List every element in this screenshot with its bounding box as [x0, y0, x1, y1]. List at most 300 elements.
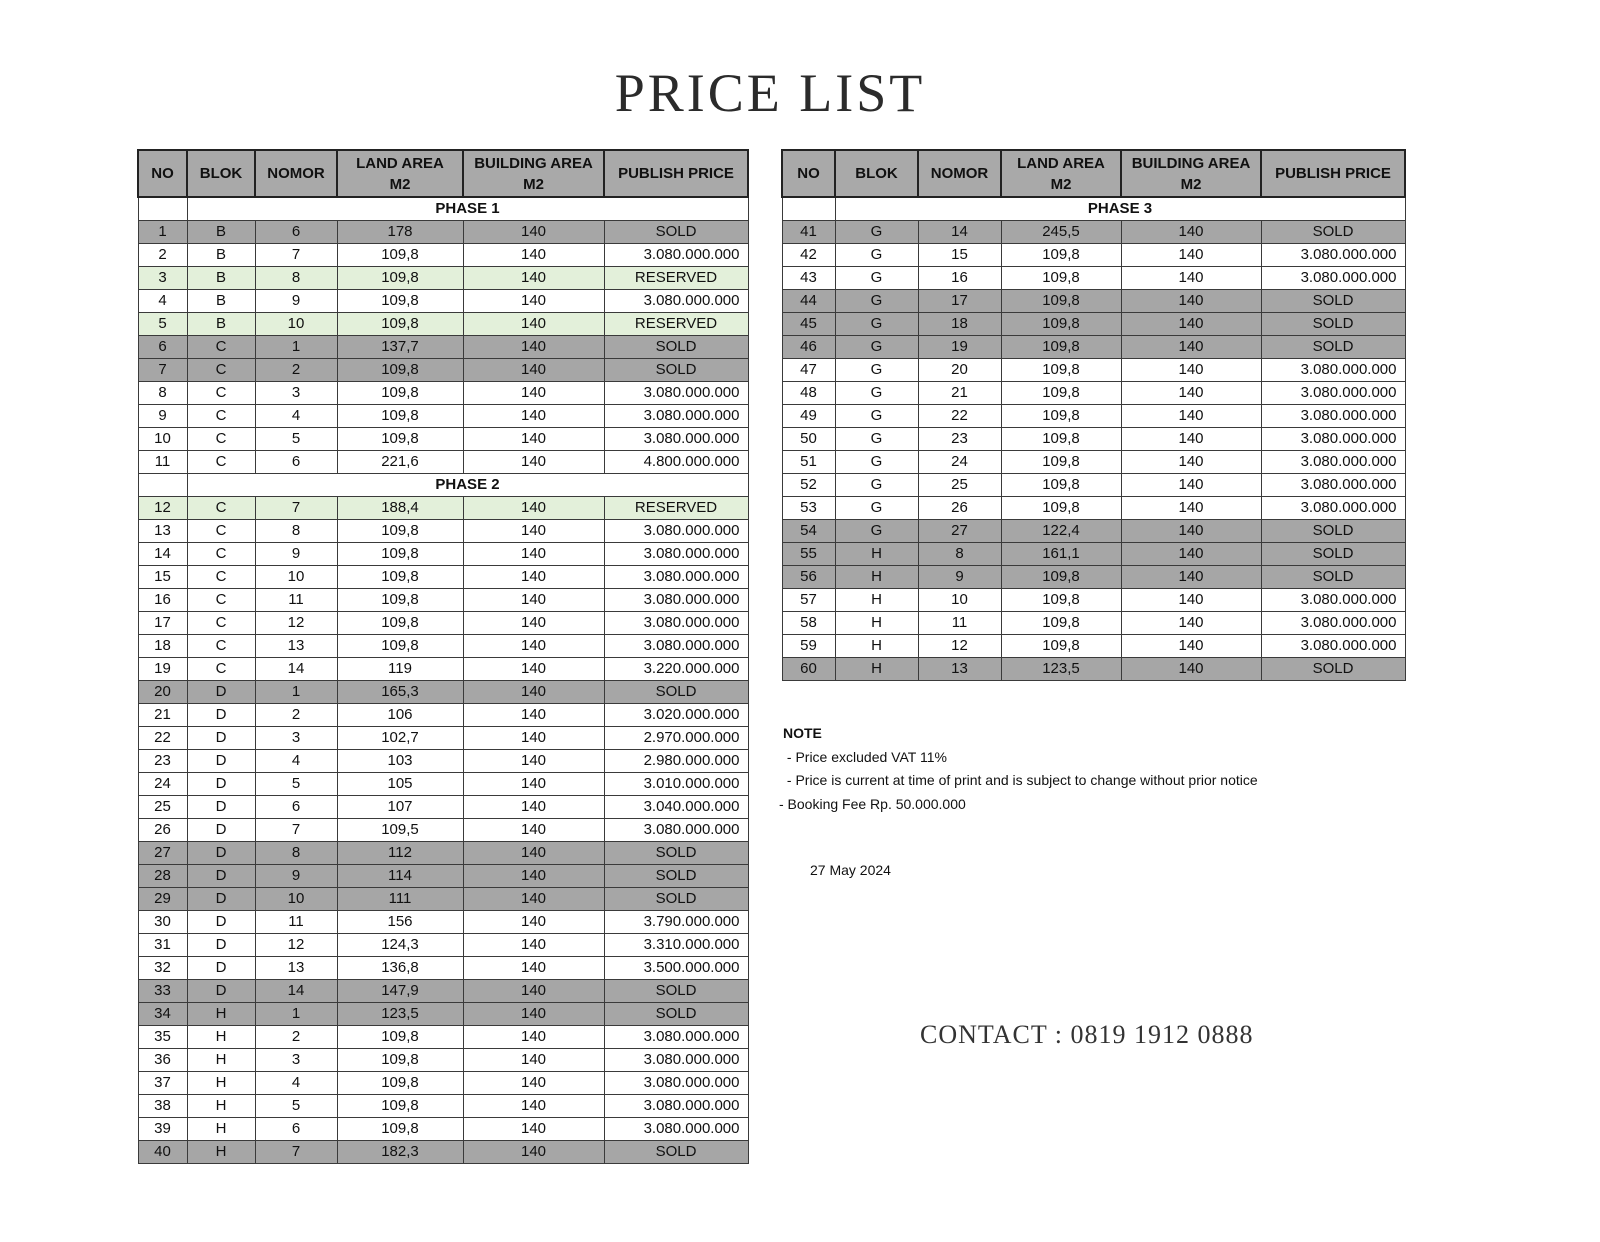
cell-publish-price: SOLD: [1261, 336, 1405, 359]
cell-no: 51: [782, 451, 835, 474]
cell-publish-price: SOLD: [604, 865, 748, 888]
cell-blok: H: [187, 1118, 255, 1141]
cell-building-area: 140: [1121, 543, 1261, 566]
cell-blok: B: [187, 267, 255, 290]
cell-building-area: 140: [463, 773, 604, 796]
cell-no: 37: [138, 1072, 187, 1095]
cell-nomor: 11: [255, 589, 337, 612]
cell-publish-price: 3.080.000.000: [1261, 497, 1405, 520]
cell-nomor: 9: [918, 566, 1001, 589]
cell-no: 19: [138, 658, 187, 681]
cell-land-area: 109,8: [1001, 382, 1121, 405]
table-body-right: [782, 197, 1405, 681]
table-row: [782, 658, 1405, 681]
cell-no: 8: [138, 382, 187, 405]
cell-building-area: 140: [1121, 635, 1261, 658]
cell-building-area: 140: [1121, 290, 1261, 313]
table-row: [138, 244, 748, 267]
cell-no: 58: [782, 612, 835, 635]
cell-blok: G: [835, 336, 918, 359]
col-header-blok: BLOK: [835, 150, 918, 197]
cell-blok: C: [187, 359, 255, 382]
table-row: [782, 405, 1405, 428]
cell-blok: D: [187, 796, 255, 819]
table-row: [138, 543, 748, 566]
cell-publish-price: 3.220.000.000: [604, 658, 748, 681]
cell-nomor: 4: [255, 750, 337, 773]
cell-publish-price: SOLD: [1261, 290, 1405, 313]
cell-building-area: 140: [463, 658, 604, 681]
table-row: [138, 635, 748, 658]
cell-blok: D: [187, 842, 255, 865]
cell-blok: D: [187, 750, 255, 773]
cell-land-area: 107: [337, 796, 463, 819]
cell-nomor: 2: [255, 704, 337, 727]
cell-land-area: 109,8: [337, 1095, 463, 1118]
cell-nomor: 14: [255, 658, 337, 681]
cell-no: 3: [138, 267, 187, 290]
contact-info: CONTACT : 0819 1912 0888: [920, 1020, 1254, 1049]
cell-publish-price: 3.080.000.000: [604, 589, 748, 612]
print-date: 27 May 2024: [810, 862, 891, 878]
cell-nomor: 14: [255, 980, 337, 1003]
table-row: [782, 336, 1405, 359]
cell-nomor: 1: [255, 336, 337, 359]
table-row: [782, 359, 1405, 382]
cell-nomor: 5: [255, 1095, 337, 1118]
cell-publish-price: 3.020.000.000: [604, 704, 748, 727]
cell-blok: G: [835, 382, 918, 405]
table-row: [138, 428, 748, 451]
cell-land-area: 109,8: [337, 635, 463, 658]
col-header-building-area: [463, 150, 604, 197]
cell-blok: C: [187, 566, 255, 589]
cell-publish-price: 2.980.000.000: [604, 750, 748, 773]
cell-nomor: 3: [255, 1049, 337, 1072]
table-row: [782, 382, 1405, 405]
cell-nomor: 4: [255, 1072, 337, 1095]
cell-land-area: 188,4: [337, 497, 463, 520]
cell-blok: G: [835, 428, 918, 451]
cell-blok: G: [835, 474, 918, 497]
cell-blok: C: [187, 658, 255, 681]
cell-no: 43: [782, 267, 835, 290]
cell-building-area: 140: [1121, 267, 1261, 290]
cell-blok: C: [187, 520, 255, 543]
table-row: [138, 1003, 748, 1026]
cell-nomor: 8: [255, 842, 337, 865]
cell-publish-price: 3.080.000.000: [1261, 359, 1405, 382]
cell-building-area: 140: [463, 1095, 604, 1118]
col-header-building-area-line1: BUILDING AREA: [1131, 154, 1251, 172]
col-header-land-area: [1001, 150, 1121, 197]
cell-building-area: 140: [463, 681, 604, 704]
cell-building-area: 140: [463, 336, 604, 359]
cell-building-area: 140: [463, 911, 604, 934]
cell-blok: H: [835, 612, 918, 635]
cell-land-area: 109,8: [1001, 313, 1121, 336]
cell-blok: B: [187, 313, 255, 336]
cell-blok: H: [835, 658, 918, 681]
cell-publish-price: 3.080.000.000: [604, 543, 748, 566]
cell-building-area: 140: [463, 934, 604, 957]
table-row: [782, 428, 1405, 451]
cell-blok: C: [187, 451, 255, 474]
table-row: [138, 658, 748, 681]
table-row: [138, 290, 748, 313]
cell-land-area: 103: [337, 750, 463, 773]
cell-building-area: 140: [463, 244, 604, 267]
cell-nomor: 13: [918, 658, 1001, 681]
cell-land-area: 109,8: [1001, 244, 1121, 267]
cell-nomor: 8: [255, 520, 337, 543]
cell-no: 25: [138, 796, 187, 819]
cell-no: 1: [138, 221, 187, 244]
cell-building-area: 140: [463, 497, 604, 520]
cell-no: 52: [782, 474, 835, 497]
cell-nomor: 4: [255, 405, 337, 428]
table-row: [782, 566, 1405, 589]
phase-spacer-cell: [138, 474, 187, 497]
table-row: [138, 773, 748, 796]
cell-publish-price: 3.080.000.000: [604, 244, 748, 267]
cell-building-area: 140: [463, 1026, 604, 1049]
cell-blok: H: [187, 1049, 255, 1072]
cell-publish-price: 3.080.000.000: [1261, 589, 1405, 612]
cell-land-area: 109,8: [337, 1118, 463, 1141]
cell-building-area: 140: [463, 589, 604, 612]
cell-building-area: 140: [1121, 589, 1261, 612]
cell-no: 28: [138, 865, 187, 888]
cell-blok: C: [187, 635, 255, 658]
cell-no: 13: [138, 520, 187, 543]
cell-building-area: 140: [463, 1118, 604, 1141]
cell-no: 57: [782, 589, 835, 612]
cell-land-area: 178: [337, 221, 463, 244]
note-line: - Price is current at time of print and is subject to change without prior notice: [783, 772, 1258, 788]
cell-building-area: 140: [463, 980, 604, 1003]
table-row: [782, 474, 1405, 497]
col-header-land-area-line1: LAND AREA: [356, 154, 444, 172]
cell-blok: G: [835, 244, 918, 267]
cell-no: 5: [138, 313, 187, 336]
cell-land-area: 109,8: [337, 589, 463, 612]
table-row: [782, 267, 1405, 290]
cell-building-area: 140: [463, 842, 604, 865]
cell-nomor: 8: [918, 543, 1001, 566]
table-row: [138, 359, 748, 382]
cell-nomor: 9: [255, 865, 337, 888]
cell-nomor: 22: [918, 405, 1001, 428]
cell-publish-price: RESERVED: [604, 497, 748, 520]
col-header-building-area-line2: M2: [1180, 175, 1202, 193]
cell-no: 2: [138, 244, 187, 267]
note-line: - Booking Fee Rp. 50.000.000: [779, 795, 966, 812]
cell-no: 17: [138, 612, 187, 635]
table-row: [138, 1141, 748, 1164]
cell-publish-price: 3.080.000.000: [604, 566, 748, 589]
cell-no: 27: [138, 842, 187, 865]
cell-nomor: 11: [918, 612, 1001, 635]
cell-no: 10: [138, 428, 187, 451]
cell-nomor: 24: [918, 451, 1001, 474]
cell-blok: C: [187, 497, 255, 520]
col-header-building-area-line2: M2: [523, 175, 544, 193]
cell-nomor: 1: [255, 1003, 337, 1026]
cell-publish-price: 3.080.000.000: [1261, 451, 1405, 474]
col-header-building-area: [1121, 150, 1261, 197]
phase-spacer-cell: [138, 197, 187, 221]
table-row: [138, 796, 748, 819]
cell-land-area: 109,5: [337, 819, 463, 842]
cell-land-area: 109,8: [1001, 428, 1121, 451]
cell-no: 15: [138, 566, 187, 589]
cell-no: 4: [138, 290, 187, 313]
phase-label: PHASE 2: [187, 474, 748, 497]
cell-land-area: 122,4: [1001, 520, 1121, 543]
cell-nomor: 7: [255, 819, 337, 842]
cell-nomor: 6: [255, 796, 337, 819]
cell-nomor: 2: [255, 359, 337, 382]
table-row: [138, 980, 748, 1003]
col-header-no: NO: [138, 150, 187, 197]
cell-no: 35: [138, 1026, 187, 1049]
table-row: [138, 842, 748, 865]
cell-building-area: 140: [463, 1072, 604, 1095]
cell-land-area: 109,8: [1001, 451, 1121, 474]
cell-nomor: 9: [255, 290, 337, 313]
cell-blok: C: [187, 382, 255, 405]
cell-blok: D: [187, 888, 255, 911]
table-header: [782, 150, 1405, 197]
cell-building-area: 140: [463, 865, 604, 888]
cell-building-area: 140: [1121, 313, 1261, 336]
cell-nomor: 11: [255, 911, 337, 934]
cell-no: 54: [782, 520, 835, 543]
cell-no: 56: [782, 566, 835, 589]
cell-land-area: 109,8: [1001, 474, 1121, 497]
cell-publish-price: 3.080.000.000: [604, 1095, 748, 1118]
cell-nomor: 18: [918, 313, 1001, 336]
cell-blok: B: [187, 221, 255, 244]
cell-blok: D: [187, 819, 255, 842]
cell-building-area: 140: [463, 1141, 604, 1164]
table-row: [138, 704, 748, 727]
cell-land-area: 109,8: [1001, 267, 1121, 290]
cell-publish-price: 3.080.000.000: [604, 1118, 748, 1141]
cell-publish-price: 3.080.000.000: [1261, 635, 1405, 658]
cell-nomor: 10: [255, 313, 337, 336]
cell-land-area: 109,8: [337, 267, 463, 290]
table-row: [138, 612, 748, 635]
cell-publish-price: 3.080.000.000: [604, 520, 748, 543]
cell-publish-price: 3.080.000.000: [604, 635, 748, 658]
cell-blok: D: [187, 773, 255, 796]
cell-no: 16: [138, 589, 187, 612]
cell-no: 24: [138, 773, 187, 796]
cell-blok: G: [835, 405, 918, 428]
cell-nomor: 21: [918, 382, 1001, 405]
cell-building-area: 140: [1121, 244, 1261, 267]
cell-publish-price: 3.080.000.000: [1261, 267, 1405, 290]
table-row: [138, 1072, 748, 1095]
col-header-nomor: NOMOR: [255, 150, 337, 197]
col-header-nomor: NOMOR: [918, 150, 1001, 197]
table-row: [782, 612, 1405, 635]
cell-publish-price: 3.080.000.000: [604, 1026, 748, 1049]
cell-publish-price: 2.970.000.000: [604, 727, 748, 750]
cell-publish-price: 3.080.000.000: [604, 290, 748, 313]
table-row: [138, 911, 748, 934]
table-row: [138, 888, 748, 911]
cell-land-area: 165,3: [337, 681, 463, 704]
cell-blok: H: [187, 1141, 255, 1164]
cell-publish-price: 3.010.000.000: [604, 773, 748, 796]
cell-nomor: 27: [918, 520, 1001, 543]
cell-building-area: 140: [463, 888, 604, 911]
page-title: PRICE LIST: [614, 63, 926, 123]
cell-publish-price: 3.080.000.000: [604, 405, 748, 428]
cell-nomor: 7: [255, 244, 337, 267]
table-row: [138, 221, 748, 244]
cell-nomor: 9: [255, 543, 337, 566]
cell-building-area: 140: [463, 520, 604, 543]
cell-blok: H: [187, 1095, 255, 1118]
cell-publish-price: 3.080.000.000: [1261, 244, 1405, 267]
cell-building-area: 140: [1121, 520, 1261, 543]
cell-land-area: 109,8: [1001, 566, 1121, 589]
cell-publish-price: 3.080.000.000: [604, 428, 748, 451]
cell-land-area: 245,5: [1001, 221, 1121, 244]
col-header-land-area-line2: M2: [389, 175, 411, 193]
cell-land-area: 109,8: [1001, 359, 1121, 382]
cell-nomor: 12: [255, 612, 337, 635]
table-row: [138, 382, 748, 405]
table-row: [782, 290, 1405, 313]
note-heading: NOTE: [783, 725, 822, 741]
col-header-blok: BLOK: [187, 150, 255, 197]
cell-publish-price: RESERVED: [604, 313, 748, 336]
cell-land-area: 111: [337, 888, 463, 911]
cell-blok: G: [835, 221, 918, 244]
cell-building-area: 140: [463, 290, 604, 313]
cell-blok: H: [835, 635, 918, 658]
cell-land-area: 109,8: [337, 405, 463, 428]
cell-nomor: 17: [918, 290, 1001, 313]
phase-label: PHASE 1: [187, 197, 748, 221]
cell-blok: H: [187, 1072, 255, 1095]
cell-nomor: 3: [255, 727, 337, 750]
cell-building-area: 140: [1121, 382, 1261, 405]
table-row: [138, 451, 748, 474]
table-row: [138, 336, 748, 359]
cell-blok: G: [835, 290, 918, 313]
cell-nomor: 8: [255, 267, 337, 290]
cell-nomor: 16: [918, 267, 1001, 290]
cell-publish-price: SOLD: [1261, 221, 1405, 244]
cell-no: 9: [138, 405, 187, 428]
cell-nomor: 3: [255, 382, 337, 405]
cell-building-area: 140: [463, 704, 604, 727]
cell-building-area: 140: [463, 405, 604, 428]
cell-no: 47: [782, 359, 835, 382]
col-header-no: NO: [782, 150, 835, 197]
cell-land-area: 109,8: [337, 1026, 463, 1049]
cell-land-area: 109,8: [337, 520, 463, 543]
cell-no: 23: [138, 750, 187, 773]
cell-land-area: 123,5: [337, 1003, 463, 1026]
cell-building-area: 140: [463, 451, 604, 474]
cell-nomor: 12: [255, 934, 337, 957]
cell-no: 48: [782, 382, 835, 405]
cell-land-area: 109,8: [1001, 612, 1121, 635]
cell-blok: D: [187, 957, 255, 980]
cell-blok: D: [187, 704, 255, 727]
phase-row: [782, 197, 1405, 221]
table-row: [782, 543, 1405, 566]
cell-nomor: 14: [918, 221, 1001, 244]
cell-building-area: 140: [1121, 405, 1261, 428]
table-row: [138, 405, 748, 428]
cell-blok: G: [835, 313, 918, 336]
cell-nomor: 6: [255, 451, 337, 474]
table-row: [782, 497, 1405, 520]
cell-no: 60: [782, 658, 835, 681]
cell-land-area: 109,8: [337, 1049, 463, 1072]
cell-land-area: 109,8: [1001, 589, 1121, 612]
cell-land-area: 109,8: [337, 290, 463, 313]
cell-publish-price: 3.310.000.000: [604, 934, 748, 957]
cell-publish-price: 3.790.000.000: [604, 911, 748, 934]
cell-land-area: 114: [337, 865, 463, 888]
cell-no: 41: [782, 221, 835, 244]
cell-land-area: 119: [337, 658, 463, 681]
cell-blok: G: [835, 359, 918, 382]
cell-no: 34: [138, 1003, 187, 1026]
cell-publish-price: SOLD: [1261, 658, 1405, 681]
cell-land-area: 106: [337, 704, 463, 727]
cell-building-area: 140: [463, 957, 604, 980]
cell-no: 12: [138, 497, 187, 520]
cell-building-area: 140: [1121, 428, 1261, 451]
cell-no: 26: [138, 819, 187, 842]
cell-publish-price: SOLD: [604, 980, 748, 1003]
cell-land-area: 109,8: [1001, 405, 1121, 428]
cell-publish-price: SOLD: [1261, 313, 1405, 336]
cell-no: 32: [138, 957, 187, 980]
table-row: [782, 221, 1405, 244]
cell-publish-price: 3.080.000.000: [604, 382, 748, 405]
cell-blok: D: [187, 980, 255, 1003]
cell-no: 21: [138, 704, 187, 727]
cell-building-area: 140: [463, 221, 604, 244]
cell-no: 44: [782, 290, 835, 313]
cell-no: 29: [138, 888, 187, 911]
cell-publish-price: RESERVED: [604, 267, 748, 290]
cell-publish-price: SOLD: [1261, 566, 1405, 589]
cell-nomor: 15: [918, 244, 1001, 267]
cell-blok: G: [835, 451, 918, 474]
table-row: [138, 1026, 748, 1049]
table-row: [782, 244, 1405, 267]
cell-nomor: 13: [255, 635, 337, 658]
cell-blok: D: [187, 934, 255, 957]
cell-building-area: 140: [463, 727, 604, 750]
cell-building-area: 140: [463, 1049, 604, 1072]
cell-blok: D: [187, 911, 255, 934]
cell-publish-price: 3.080.000.000: [604, 612, 748, 635]
cell-nomor: 6: [255, 1118, 337, 1141]
